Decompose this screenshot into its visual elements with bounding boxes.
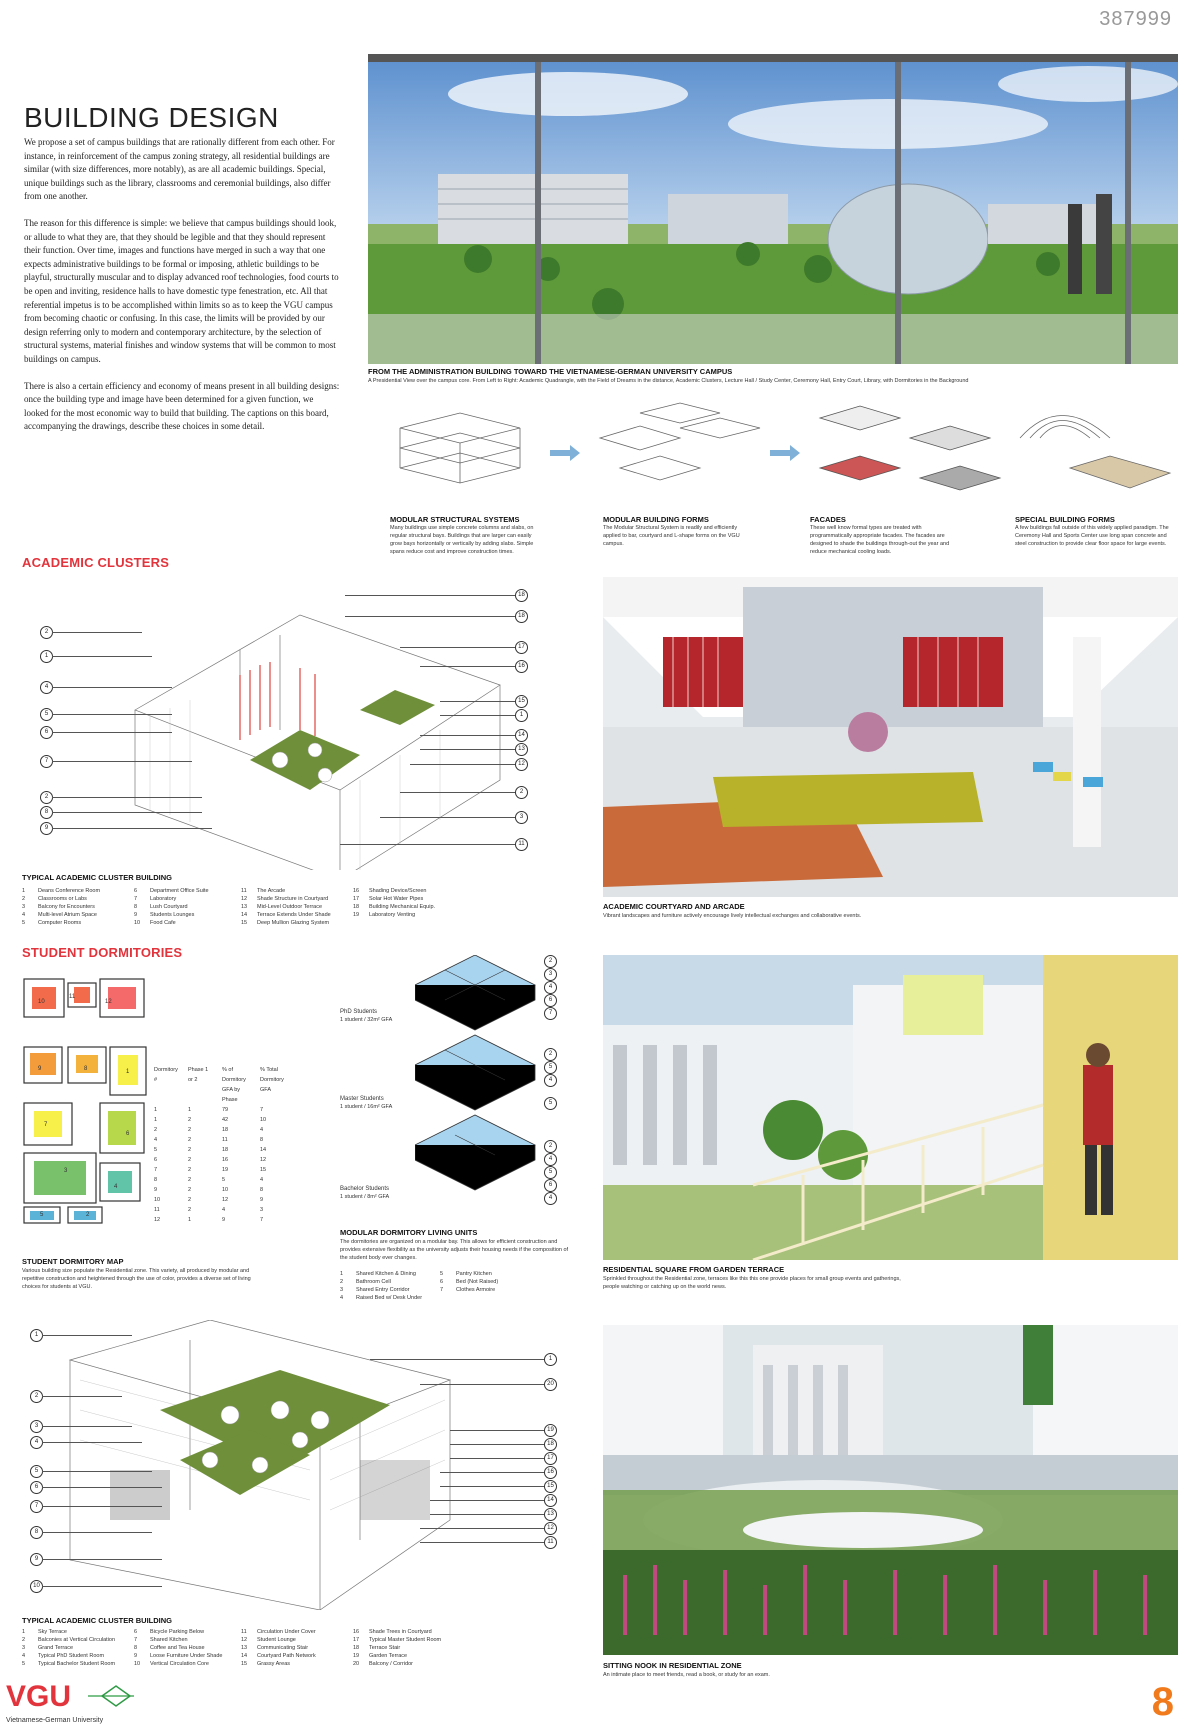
legend-item: 3 Grand Terrace	[22, 1645, 74, 1651]
map-label: 4	[114, 1184, 118, 1190]
callout-leader	[42, 1532, 152, 1533]
academic-legend	[134, 887, 209, 927]
map-label: 9	[38, 1066, 42, 1072]
callout-marker: 12	[544, 1522, 557, 1535]
callout-marker: 1	[515, 709, 528, 722]
callout-marker: 11	[515, 838, 528, 851]
callout-leader	[52, 632, 142, 633]
table-row: 7 2 19 15	[154, 1167, 267, 1173]
legend-item: 19 Laboratory Venting	[353, 912, 416, 918]
table-header: % of Dormitory GFA by Phase	[222, 1067, 246, 1103]
vgu-logo	[6, 1678, 136, 1728]
legend-item: 2 Bathroom Cell	[340, 1279, 391, 1285]
callout-marker: 9	[40, 822, 53, 835]
map-label: 5	[40, 1212, 44, 1218]
system-text: These well know formal types are treated with programmatically appropriate facades. The facades are designed to shade the buildings through-out the year and reduce mechanical cooling loads.	[810, 525, 950, 555]
table-row: 5 2 18 14	[154, 1147, 267, 1153]
callout-marker: 4	[30, 1436, 43, 1449]
legend-item: 1 Deans Conference Room	[22, 888, 101, 894]
legend-item: 2 Classrooms or Labs	[22, 896, 87, 902]
callout-leader	[400, 792, 515, 793]
intro-paragraph: There is also a certain efficiency and economy of means present in all building designs: once the building type and image have been determined for a given function, we looked for the most economic way to build that building. The captions on this board, accompanying the drawings, describe these choices in some detail.	[24, 380, 340, 432]
system-title: SPECIAL BUILDING FORMS	[1015, 515, 1115, 524]
callout-marker: 8	[40, 806, 53, 819]
callout-leader	[420, 1542, 544, 1543]
legend-item: 7 Shared Kitchen	[134, 1637, 188, 1643]
map-label: 12	[105, 999, 112, 1005]
map-label: 8	[84, 1066, 88, 1072]
legend-item: 14 Terrace Extends Under Shade	[241, 912, 331, 918]
legend-item: 3 Balcony for Encounters	[22, 904, 95, 910]
callout-marker: 8	[30, 1526, 43, 1539]
callout-leader	[420, 666, 515, 667]
callout-marker: 10	[30, 1580, 43, 1593]
academic-legend	[353, 887, 435, 919]
unit-label-title: Master Students	[340, 1096, 384, 1102]
dorm-cluster-axonometric	[60, 1320, 540, 1610]
legend-item: 17 Solar Hot Water Pipes	[353, 896, 424, 902]
callout-leader	[42, 1396, 122, 1397]
legend-item: 7 Laboratory	[134, 896, 177, 902]
callout-leader	[440, 1472, 544, 1473]
table-row: 8 2 5 4	[154, 1177, 264, 1183]
dormitory-map	[20, 975, 150, 1225]
legend-item: 18 Terrace Stair	[353, 1645, 401, 1651]
legend-item: 15 Grassy Areas	[241, 1661, 291, 1667]
intro-paragraph: We propose a set of campus buildings that are rationally different from each other. For instance, in reinforcement of the campus zoning strategy, all residential buildings are similar (with size differences, more notably), as are all academic buildings. Special, unique buildings such as the library, classrooms and ceremonial buildings, also differ from one another.	[24, 137, 335, 202]
unit-label-sub: 1 student / 8m² GFA	[340, 1194, 390, 1200]
table-row: 4 2 11 8	[154, 1137, 264, 1143]
page-number: 8	[1151, 1680, 1174, 1724]
callout-marker: 14	[515, 729, 528, 742]
callout-leader	[52, 797, 202, 798]
dormitories-heading: STUDENT DORMITORIES	[22, 945, 183, 960]
map-label: 1	[126, 1069, 130, 1075]
callout-marker: 2	[30, 1390, 43, 1403]
callout-marker: 5	[544, 1166, 557, 1179]
callout-leader	[420, 1384, 544, 1385]
intro-paragraph: The reason for this difference is simple: we believe that campus buildings should look, or allude to what they are, that they should be legible and that they should represent their function. Over time, images and functions have merged in such a way that one expects administrative buildings to be formal or imposing, athletic buildings to be playful, structurally muscular and to display advanced roof technologies, food courts to be open and inviting, residence halls to have domestic type fenestration, etc. All that referential impetus is to be accomplished within limits so as to keep the VGU campus from becoming chaotic or confusing. In this case, the limits will be provided by our design referring only to modern and contemporary architecture, by the selection of structural systems, material finishes and window systems that will be common to most buildings on campus.	[24, 217, 339, 364]
map-label: 6	[126, 1131, 130, 1137]
map-label: 7	[44, 1122, 48, 1128]
callout-marker: 6	[40, 726, 53, 739]
table-header: % Total Dormitory GFA	[260, 1067, 284, 1093]
map-label: 10	[38, 999, 45, 1005]
callout-marker: 2	[40, 791, 53, 804]
sitting-nook-render	[603, 1325, 1178, 1655]
legend-item: 19 Garden Terrace	[353, 1653, 408, 1659]
intro-text	[24, 136, 340, 434]
callout-marker: 14	[544, 1494, 557, 1507]
page-title: BUILDING DESIGN	[24, 102, 279, 133]
callout-marker: 18	[515, 610, 528, 623]
legend-item: 5 Pantry Kitchen	[440, 1271, 492, 1277]
callout-marker: 16	[515, 660, 528, 673]
callout-leader	[370, 1359, 544, 1360]
unit-label-phd	[340, 1008, 392, 1024]
dorm-map-title: STUDENT DORMITORY MAP	[22, 1257, 124, 1266]
dorm-cluster-title: TYPICAL ACADEMIC CLUSTER BUILDING	[22, 1616, 172, 1625]
legend-item: 8 Lush Courtyard	[134, 904, 188, 910]
legend-item: 4 Typical PhD Student Room	[22, 1653, 105, 1659]
dormitory-map-image	[20, 975, 150, 1225]
callout-marker: 4	[544, 1074, 557, 1087]
legend-item: 10 Food Cafe	[134, 920, 176, 926]
system-title: MODULAR STRUCTURAL SYSTEMS	[390, 515, 520, 524]
callout-leader	[440, 715, 515, 716]
system-text: The Modular Structural System is readily and efficiently applied to bar, courtyard and L-shape forms on the VGU campus.	[603, 525, 740, 547]
callout-leader	[400, 647, 515, 648]
legend-item: 15 Deep Mullion Glazing System	[241, 920, 330, 926]
unit-label-sub: 1 student / 32m² GFA	[340, 1017, 393, 1023]
callout-leader	[340, 844, 515, 845]
callout-leader	[52, 656, 152, 657]
callout-marker: 16	[544, 1466, 557, 1479]
callout-marker: 7	[544, 1007, 557, 1020]
callout-leader	[450, 1458, 544, 1459]
callout-marker: 7	[40, 755, 53, 768]
square-photo-text: Sprinkled throughout the Residential zone, terraces like this this one provide places for small group events and gatherings, people watching or catching up on the world news.	[603, 1276, 901, 1290]
academic-diagram-title: TYPICAL ACADEMIC CLUSTER BUILDING	[22, 873, 172, 882]
unit-label-bachelor	[340, 1185, 389, 1201]
callout-marker: 12	[515, 758, 528, 771]
square-photo-title: RESIDENTIAL SQUARE FROM GARDEN TERRACE	[603, 1265, 785, 1274]
dormitory-gfa-table	[150, 1065, 294, 1225]
dorm-units-diagram	[415, 955, 555, 1200]
system-text: A few buildings fall outside of this widely applied paradigm. The Ceremony Hall and Sports Center use long span concrete and steel construction to provide clear floor space for large events.	[1015, 525, 1169, 547]
callout-marker: 20	[544, 1378, 557, 1391]
residential-square-render	[603, 955, 1178, 1260]
legend-item: 4 Multi-level Atrium Space	[22, 912, 97, 918]
systems-diagram	[390, 398, 1180, 508]
academic-photo-text: Vibrant landscapes and furniture actively encourage lively intellectual exchanges and collaborative events.	[603, 913, 862, 919]
dorm-units-legend	[440, 1270, 498, 1294]
legend-item: 1 Sky Terrace	[22, 1629, 67, 1635]
table-row: 9 2 10 8	[154, 1187, 264, 1193]
callout-leader	[52, 761, 192, 762]
academic-courtyard-image	[603, 577, 1178, 897]
table-row: 1 2 42 10	[154, 1117, 267, 1123]
legend-item: 11 Circulation Under Cover	[241, 1629, 316, 1635]
logo-text: VGU	[6, 1680, 72, 1713]
callout-marker: 15	[544, 1480, 557, 1493]
legend-item: 18 Building Mechanical Equip.	[353, 904, 436, 910]
system-text: Many buildings use simple concrete columns and slabs, on regular structural bays. Buildings that are larger can easily grow bays horizontally or vertically by adding slabs. Simple spans reduce cost and improve construction times.	[390, 525, 534, 555]
callout-marker: 3	[30, 1420, 43, 1433]
legend-item: 6 Bed (Not Raised)	[440, 1279, 499, 1285]
legend-item: 9 Students Lounges	[134, 912, 195, 918]
callout-marker: 1	[40, 650, 53, 663]
callout-leader	[52, 828, 212, 829]
callout-marker: 6	[544, 994, 557, 1007]
callout-marker: 4	[40, 681, 53, 694]
dorm-cluster-legend	[241, 1628, 316, 1668]
callout-leader	[42, 1471, 152, 1472]
table-header: Dormitory #	[154, 1067, 178, 1083]
legend-item: 12 Student Lounge	[241, 1637, 296, 1643]
callout-leader	[430, 1500, 544, 1501]
legend-item: 14 Courtyard Path Network	[241, 1653, 316, 1659]
callout-leader	[410, 764, 515, 765]
legend-item: 13 Communicating Stair	[241, 1645, 309, 1651]
map-label: 11	[69, 994, 76, 1000]
callout-marker: 1	[30, 1329, 43, 1342]
map-label: 3	[64, 1168, 68, 1174]
callout-marker: 11	[544, 1536, 557, 1549]
legend-item: 7 Clothes Armoire	[440, 1287, 496, 1293]
callout-marker: 19	[544, 1424, 557, 1437]
callout-marker: 2	[544, 1048, 557, 1061]
callout-marker: 13	[544, 1508, 557, 1521]
legend-item: 3 Shared Entry Corridor	[340, 1287, 410, 1293]
dorm-cluster-legend	[134, 1628, 222, 1668]
legend-item: 12 Shade Structure in Courtyard	[241, 896, 329, 902]
table-row: 10 2 12 9	[154, 1197, 264, 1203]
table-header: Phase 1 or 2	[188, 1067, 209, 1083]
dorm-units-text: The dormitories are organized on a modular bay. This allows for efficient construction and provides extensive flexibility as the university adjusts their housing needs if the composition of the student body ever changes.	[340, 1239, 569, 1261]
university-name: Vietnamese-German University	[6, 1717, 104, 1724]
hero-render-image	[368, 54, 1178, 364]
legend-item: 5 Computer Rooms	[22, 920, 82, 926]
callout-leader	[420, 735, 515, 736]
callout-marker: 7	[30, 1500, 43, 1513]
academic-courtyard-render	[603, 577, 1178, 897]
callout-marker: 9	[30, 1553, 43, 1566]
dorm-units-legend	[340, 1270, 422, 1302]
vgu-logo-mark	[6, 1678, 136, 1714]
callout-marker: 6	[30, 1481, 43, 1494]
dorm-cluster-legend	[353, 1628, 441, 1668]
academic-heading: ACADEMIC CLUSTERS	[22, 555, 170, 570]
callout-marker: 4	[544, 981, 557, 994]
callout-marker: 5	[544, 1097, 557, 1110]
legend-item: 4 Raised Bed w/ Desk Under	[340, 1295, 423, 1301]
nook-photo-text: An intimate place to meet friends, read a book, or study for an exam.	[603, 1672, 770, 1678]
dormitory-table	[150, 1065, 300, 1225]
callout-leader	[430, 1514, 544, 1515]
dorm-map-text: Various building size populate the Residential zone. This variety, all produced by modular and repetitive construction and heightened through the use of color, provides a diverse set of living choices for students at VGU.	[22, 1268, 251, 1290]
legend-item: 13 Mid-Level Outdoor Terrace	[241, 904, 323, 910]
table-row: 11 2 4 3	[154, 1207, 264, 1213]
callout-leader	[52, 732, 172, 733]
callout-leader	[380, 817, 515, 818]
legend-item: 17 Typical Master Student Room	[353, 1637, 442, 1643]
unit-label-title: PhD Students	[340, 1009, 378, 1015]
systems-diagram-image	[390, 398, 1180, 508]
callout-leader	[42, 1426, 132, 1427]
legend-item: 6 Bicycle Parking Below	[134, 1629, 205, 1635]
dorm-cluster-legend	[22, 1628, 115, 1668]
callout-marker: 3	[515, 811, 528, 824]
callout-leader	[450, 1430, 544, 1431]
dorm-cluster-image	[60, 1320, 540, 1610]
unit-label-title: Bachelor Students	[340, 1186, 390, 1192]
callout-marker: 4	[544, 1153, 557, 1166]
legend-item: 2 Balconies at Vertical Circulation	[22, 1637, 116, 1643]
callout-leader	[42, 1559, 162, 1560]
legend-item: 6 Department Office Suite	[134, 888, 209, 894]
legend-item: 8 Coffee and Tea House	[134, 1645, 205, 1651]
dorm-units-image	[415, 955, 555, 1200]
hero-render	[368, 54, 1178, 364]
callout-marker: 5	[30, 1465, 43, 1478]
table-row: 1 1 79 7	[154, 1107, 264, 1113]
page-id: 387999	[1099, 8, 1172, 30]
system-caption-1	[390, 515, 540, 556]
callout-marker: 17	[515, 641, 528, 654]
callout-leader	[440, 1486, 544, 1487]
legend-item: 16 Shade Trees in Courtyard	[353, 1629, 432, 1635]
callout-leader	[52, 687, 172, 688]
legend-item: 5 Typical Bachelor Student Room	[22, 1661, 116, 1667]
callout-marker: 2	[40, 626, 53, 639]
table-header-row	[150, 1065, 294, 1105]
callout-marker: 2	[544, 955, 557, 968]
callout-leader	[440, 701, 515, 702]
unit-label-master	[340, 1095, 392, 1111]
callout-leader	[42, 1506, 162, 1507]
callout-marker: 6	[544, 1179, 557, 1192]
system-title: MODULAR BUILDING FORMS	[603, 515, 709, 524]
academic-legend	[241, 887, 331, 927]
callout-marker: 2	[544, 1140, 557, 1153]
callout-marker: 3	[544, 968, 557, 981]
legend-item: 9 Loose Furniture Under Shade	[134, 1653, 223, 1659]
callout-marker: 1	[544, 1353, 557, 1366]
map-label: 2	[86, 1212, 90, 1218]
callout-leader	[42, 1586, 162, 1587]
callout-leader	[420, 749, 515, 750]
table-row: 12 1 9 7	[154, 1217, 264, 1223]
hero-caption-title: FROM THE ADMINISTRATION BUILDING TOWARD THE VIETNAMESE-GERMAN UNIVERSITY CAMPUS	[368, 367, 733, 376]
callout-leader	[42, 1335, 132, 1336]
callout-leader	[52, 714, 172, 715]
callout-leader	[450, 1444, 544, 1445]
callout-marker: 17	[544, 1452, 557, 1465]
callout-leader	[42, 1487, 162, 1488]
callout-marker: 18	[544, 1438, 557, 1451]
system-caption-3	[810, 515, 960, 556]
nook-photo-title: SITTING NOOK IN RESIDENTIAL ZONE	[603, 1661, 742, 1670]
hero-caption-text: A Presidential View over the campus core. From Left to Right: Academic Quadrangle, with the Field of Dreams in the distance, Academic Clusters, Lecture Hall / Study Center, Ceremony Hall, Entry Court, Library, with Dormitories in the Background	[368, 378, 969, 384]
system-caption-2	[603, 515, 753, 548]
callout-marker: 18	[515, 589, 528, 602]
system-title: FACADES	[810, 515, 846, 524]
legend-item: 20 Balcony / Corridor	[353, 1661, 414, 1667]
callout-marker: 5	[544, 1061, 557, 1074]
callout-leader	[345, 595, 515, 596]
callout-marker: 2	[515, 786, 528, 799]
sitting-nook-image	[603, 1325, 1178, 1655]
residential-square-image	[603, 955, 1178, 1260]
callout-leader	[42, 1442, 142, 1443]
legend-item: 10 Vertical Circulation Core	[134, 1661, 209, 1667]
table-row: 2 2 18 4	[154, 1127, 264, 1133]
callout-marker: 4	[544, 1192, 557, 1205]
academic-legend	[22, 887, 100, 927]
academic-photo-title: ACADEMIC COURTYARD AND ARCADE	[603, 902, 745, 911]
dorm-units-title: MODULAR DORMITORY LIVING UNITS	[340, 1228, 478, 1237]
table-row: 6 2 16 12	[154, 1157, 267, 1163]
legend-item: 11 The Arcade	[241, 888, 286, 894]
callout-leader	[420, 1528, 544, 1529]
unit-label-sub: 1 student / 16m² GFA	[340, 1104, 393, 1110]
callout-marker: 13	[515, 743, 528, 756]
system-caption-4	[1015, 515, 1170, 548]
callout-marker: 5	[40, 708, 53, 721]
callout-leader	[345, 616, 515, 617]
legend-item: 16 Shading Device/Screen	[353, 888, 427, 894]
callout-marker: 15	[515, 695, 528, 708]
callout-leader	[52, 812, 202, 813]
legend-item: 1 Shared Kitchen & Dining	[340, 1271, 416, 1277]
